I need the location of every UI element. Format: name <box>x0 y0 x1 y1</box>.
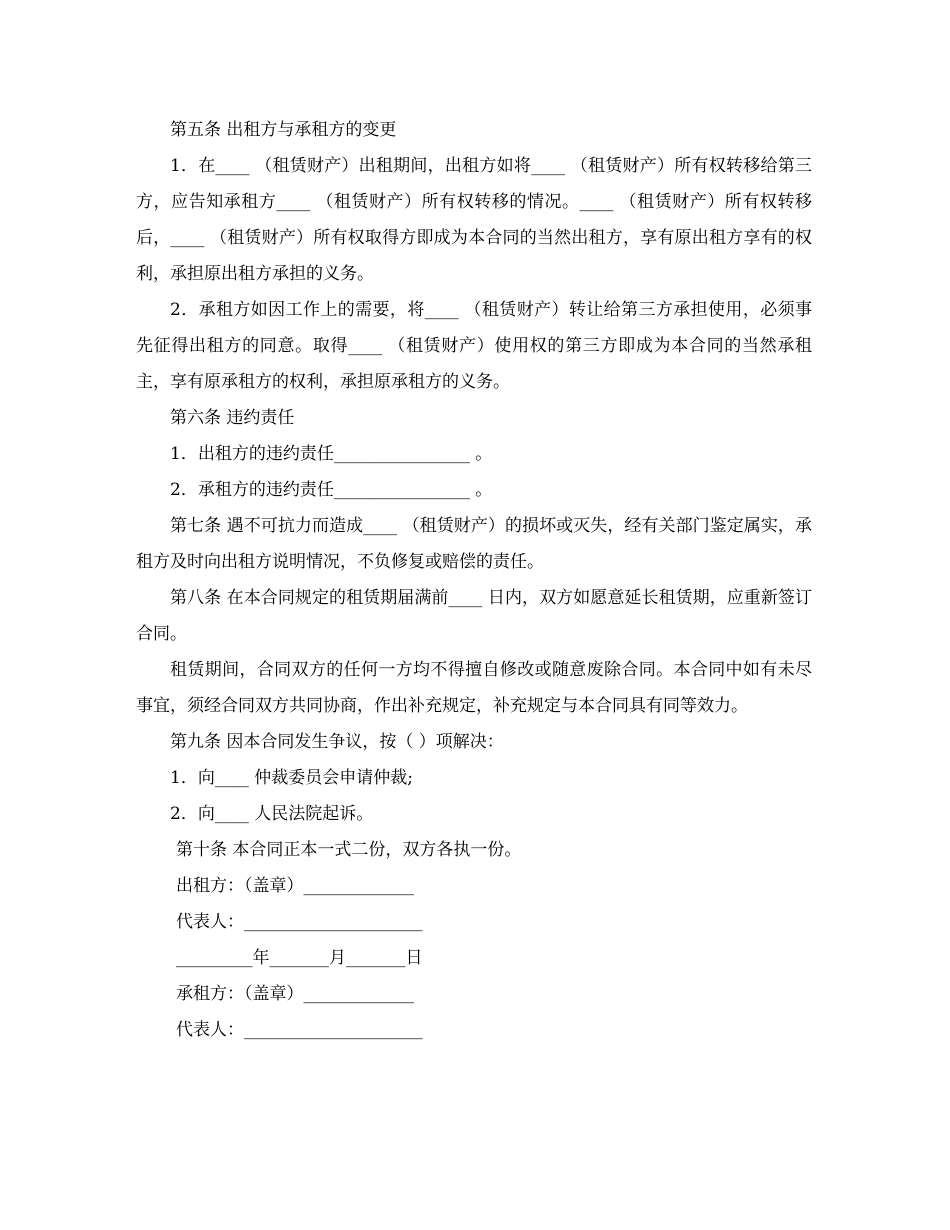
article-10: 第十条 本合同正本一式二份，双方各执一份。 <box>176 840 522 860</box>
lease-period-paragraph: 租赁期间，合同双方的任何一方均不得擅自修改或随意废除合同。本合同中如有未尽事宜，须经合同双方共同协商，作出补充规定，补充规定与本合同具有同等效力。 <box>136 660 812 716</box>
lessor-seal-line: 出租方：（盖章）_____________ <box>176 876 414 896</box>
article-8: 第八条 在本合同规定的租赁期届满前____ 日内，双方如愿意延长租赁期，应重新签订合同。 <box>136 588 812 644</box>
lessee-representative-line: 代表人：_____________________ <box>176 1020 423 1040</box>
article-6-clause-1: 1．出租方的违约责任________________ 。 <box>170 444 493 464</box>
article-9-option-2: 2．向____ 人民法院起诉。 <box>170 804 374 824</box>
article-5-clause-2: 2．承租方如因工作上的需要，将____ （租赁财产）转让给第三方承担使用，必须事先征得出租方的同意。取得____ （租赁财产）使用权的第三方即成为本合同的当然承租主，享有原承租方的权利，承担原承租方的义务。 <box>136 300 812 392</box>
signing-date-line: _________年_______月_______日 <box>176 948 423 968</box>
article-6-heading: 第六条 违约责任 <box>170 408 295 428</box>
contract-body <box>136 112 812 1048</box>
article-9-heading: 第九条 因本合同发生争议，按（ ）项解决： <box>170 732 504 752</box>
article-5-clause-1: 1．在____ （租赁财产）出租期间，出租方如将____ （租赁财产）所有权转移给第三方，应告知承租方____ （租赁财产）所有权转移的情况。____ （租赁财产）所有权转移后，____ （租赁财产）所有权取得方即成为本合同的当然出租方，享有原出租方享有的权利，承担原出租方承担的义务。 <box>136 156 812 284</box>
article-7: 第七条 遇不可抗力而造成____ （租赁财产）的损坏或灭失，经有关部门鉴定属实，承租方及时向出租方说明情况，不负修复或赔偿的责任。 <box>136 516 812 572</box>
lessor-representative-line: 代表人：_____________________ <box>176 912 423 932</box>
lessee-seal-line: 承租方：（盖章）_____________ <box>176 984 414 1004</box>
article-9-option-1: 1．向____ 仲裁委员会申请仲裁; <box>170 768 413 788</box>
article-5-heading: 第五条 出租方与承租方的变更 <box>170 120 397 140</box>
article-6-clause-2: 2．承租方的违约责任________________ 。 <box>170 480 493 500</box>
